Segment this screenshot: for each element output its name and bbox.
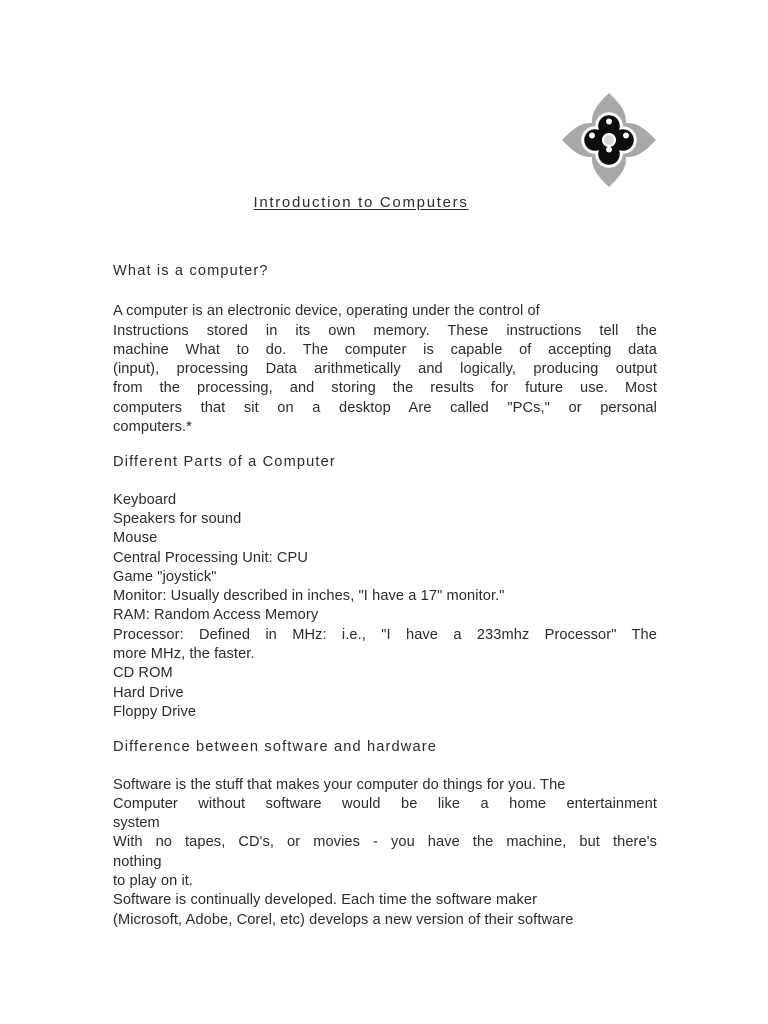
text-line: Keyboard	[113, 491, 177, 508]
heading-difference-software-hardware: Difference between software and hardware	[113, 739, 437, 756]
heading-different-parts: Different Parts of a Computer	[113, 454, 336, 471]
flower-logo-icon	[559, 90, 659, 190]
text-line: from the processing, and storing the results for future use. Most	[113, 380, 657, 397]
text-line: nothing	[113, 853, 162, 870]
text-line: CD ROM	[113, 665, 173, 682]
text-line: computers that sit on a desktop Are called "PCs," or personal	[113, 399, 657, 416]
text-line: Computer without software would be like a home entertainment	[113, 795, 657, 812]
text-line: Game "joystick"	[113, 568, 217, 585]
text-line: Monitor: Usually described in inches, "I have a 17" monitor."	[113, 588, 505, 605]
logo-highlight-dot	[589, 133, 595, 139]
heading-what-is-a-computer: What is a computer?	[113, 263, 269, 279]
text-line: Central Processing Unit: CPU	[113, 549, 309, 566]
text-line: Software is continually developed. Each time the software maker	[113, 892, 538, 909]
document-title: Introduction to Computers	[253, 194, 469, 211]
text-line: Instructions stored in its own memory. These instructions tell the	[113, 322, 657, 339]
logo-highlight-dot	[606, 147, 612, 153]
text-line: Speakers for sound	[113, 510, 242, 527]
text-line: (input), processing Data arithmetically and logically, producing output	[113, 361, 657, 378]
text-line: more MHz, the faster.	[113, 646, 255, 663]
text-line: A computer is an electronic device, operating under the control of	[113, 303, 540, 320]
text-line: Floppy Drive	[113, 703, 197, 720]
list-computer-parts	[113, 491, 657, 723]
text-line: computers.*	[113, 419, 192, 436]
document-content	[113, 193, 657, 930]
text-line: Processor: Defined in MHz: i.e., "I have a 233mhz Processor" The	[113, 626, 657, 643]
text-line: Hard Drive	[113, 684, 184, 701]
text-line: RAM: Random Access Memory	[113, 607, 319, 624]
text-line: Mouse	[113, 530, 158, 547]
paragraph-what-is-a-computer	[113, 302, 657, 437]
text-line: machine What to do. The computer is capable of accepting data	[113, 341, 657, 358]
logo-highlight-dot	[606, 119, 612, 125]
logo-center-circle	[604, 135, 614, 145]
text-line: system	[113, 815, 160, 832]
text-line: (Microsoft, Adobe, Corel, etc) develops a new version of their software	[113, 911, 574, 928]
text-line: With no tapes, CD's, or movies - you have the machine, but there's	[113, 834, 657, 851]
text-line: to play on it.	[113, 873, 194, 890]
paragraph-software-hardware	[113, 776, 657, 930]
logo-highlight-dot	[623, 133, 629, 139]
text-line: Software is the stuff that makes your computer do things for you. The	[113, 776, 566, 793]
